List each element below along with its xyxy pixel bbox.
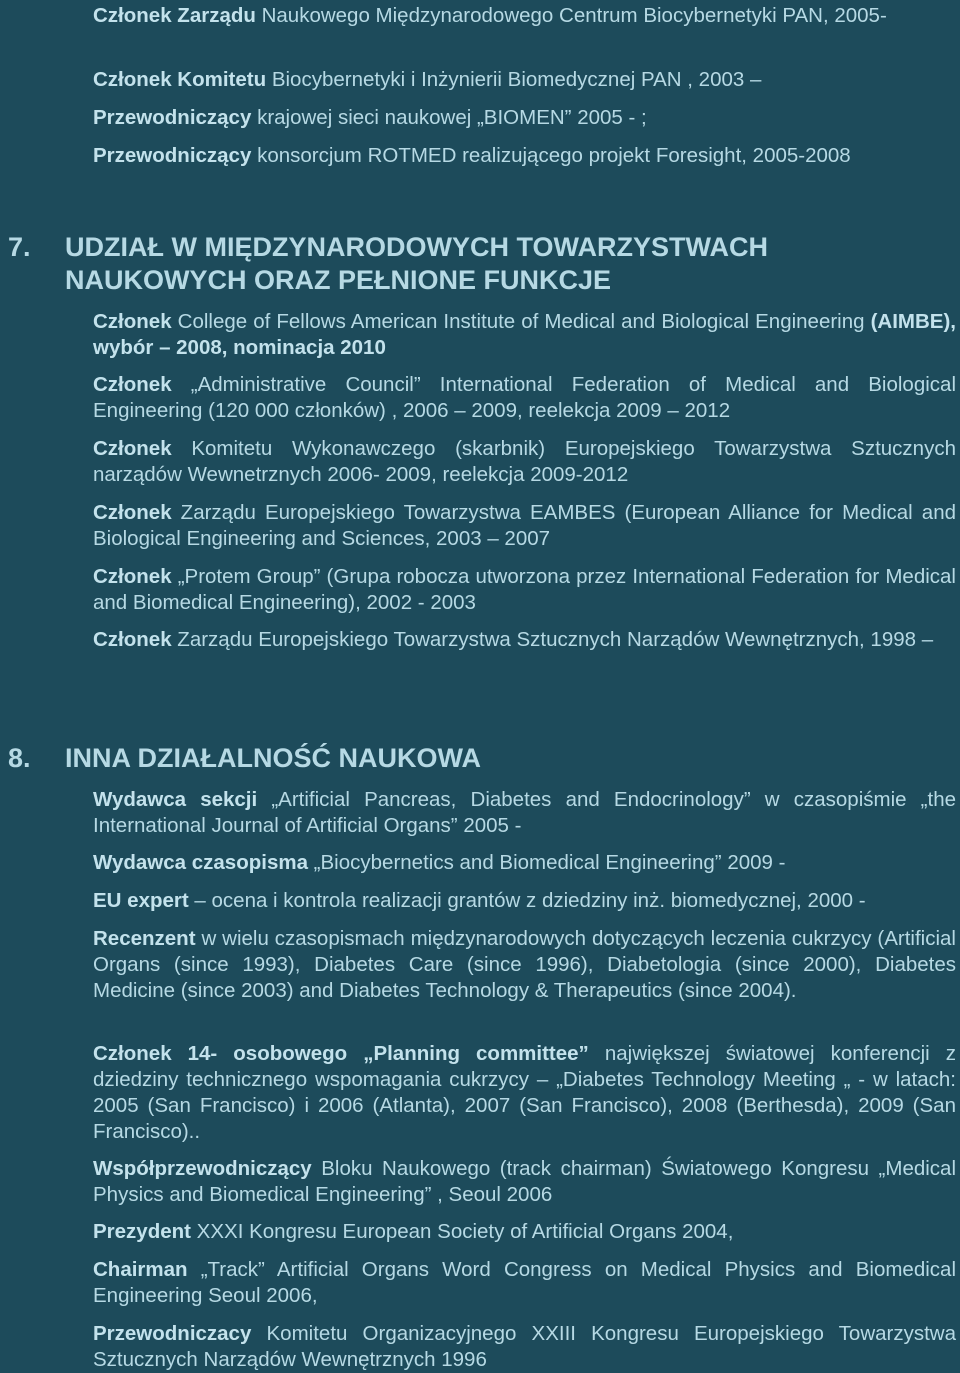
entry-text: „Track” Artificial Organs Word Congress on Medical Physics and Biomedical Engineering Seoul 2006, [93, 1258, 956, 1307]
entry-role: Przewodniczący [93, 106, 252, 129]
section-8-heading [8, 742, 948, 775]
section-8-entry-4 [93, 926, 956, 1004]
entry-role: Członek Komitetu [93, 68, 267, 91]
section-7-entry-4 [93, 500, 956, 552]
section-number: 8. [8, 743, 31, 773]
entry-text: Biocybernetyki i Inżynierii Biomedycznej PAN , 2003 – [266, 68, 762, 91]
entry-text: Komitetu Wykonawczego (skarbnik) Europejskiego Towarzystwa Sztucznych narządów Wewnetrznych 2006- 2009, reelekcja 2009-2012 [93, 437, 956, 486]
section-number: 7. [8, 232, 31, 262]
entry-text: konsorcjum ROTMED realizującego projekt Foresight, 2005-2008 [251, 144, 851, 167]
section-7-entry-3 [93, 436, 956, 488]
entry-role: Przewodniczący [93, 144, 252, 167]
section-8-entry-8 [93, 1257, 956, 1309]
entry-role: Recenzent [93, 927, 196, 950]
section-7-entry-5 [93, 564, 956, 616]
entry-role: Wydawca sekcji [93, 788, 258, 811]
section-title: UDZIAŁ W MIĘDZYNARODOWYCH TOWARZYSTWACH NAUKOWYCH ORAZ PEŁNIONE FUNKCJE [65, 232, 768, 295]
entry-role-detail: (AIMBE), wybór – 2008, nominacja 2010 [93, 310, 956, 359]
entry-role: Członek Zarządu [93, 4, 256, 27]
entry-text: XXXI Kongresu European Society of Artificial Organs 2004, [190, 1220, 734, 1243]
section-title: INNA DZIAŁALNOŚĆ NAUKOWA [65, 743, 481, 773]
entry-text: College of Fellows American Institute of Medical and Biological Engineering [171, 310, 871, 333]
section-8-entry-6 [93, 1156, 956, 1208]
section-8-entry-2 [93, 850, 956, 876]
section-8-entry-3 [93, 888, 956, 914]
section-7-entry-1 [93, 309, 956, 361]
entry-role: Członek [93, 437, 172, 460]
entry-text: Naukowego Międzynarodowego Centrum Biocybernetyki PAN, 2005- [255, 4, 887, 27]
entry-text: w wielu czasopismach międzynarodowych dotyczących leczenia cukrzycy (Artificial Organs (since 1993), Diabetes Care (since 1996), Diabetologia (since 2000), Diabetes Medicine (since 2003) and Diabetes Technology & Therapeutics (since 2004). [93, 927, 956, 1002]
section-8-entry-7 [93, 1219, 956, 1245]
entry-role: Członek 14- osobowego „Planning committee” [93, 1042, 589, 1065]
entry-role: Wydawca czasopisma [93, 851, 308, 874]
entry-role: EU expert [93, 889, 189, 912]
section-8-entry-5 [93, 1041, 956, 1145]
entry-role: Członek [93, 501, 172, 524]
entry-text: „Artificial Pancreas, Diabetes and Endocrinology” w czasopiśmie „the International Journal of Artificial Organs” 2005 - [93, 788, 956, 837]
section-8-entry-9 [93, 1321, 956, 1373]
entry-role: Prezydent [93, 1220, 191, 1243]
entry-text: Bloku Naukowego (track chairman) Światowego Kongresu „Medical Physics and Biomedical Engineering” , Seoul 2006 [93, 1157, 956, 1206]
entry-text: Zarządu Europejskiego Towarzystwa Sztucznych Narządów Wewnętrznych, 1998 – [171, 628, 934, 651]
entry-role: Członek [93, 565, 172, 588]
entry-text: „Protem Group” (Grupa robocza utworzona przez International Federation for Medical and Biomedical Engineering), 2002 - 2003 [93, 565, 956, 614]
entry-text: krajowej sieci naukowej „BIOMEN” 2005 - ; [251, 106, 647, 129]
entry-text: „Biocybernetics and Biomedical Engineering” 2009 - [307, 851, 786, 874]
intro-entry-3 [93, 105, 956, 131]
entry-text: – ocena i kontrola realizacji grantów z dziedziny inż. biomedycznej, 2000 - [188, 889, 866, 912]
intro-entry-2 [93, 67, 956, 93]
intro-entry-4 [93, 143, 956, 169]
entry-role: Członek [93, 373, 172, 396]
section-7-entry-6 [93, 627, 956, 653]
entry-role: Współprzewodniczący [93, 1157, 312, 1180]
section-7-heading [8, 231, 948, 297]
entry-text: Komitetu Organizacyjnego XXIII Kongresu Europejskiego Towarzystwa Sztucznych Narządów Wewnętrznych 1996 [93, 1322, 956, 1371]
entry-role: Członek [93, 310, 172, 333]
entry-role: Chairman [93, 1258, 188, 1281]
entry-role: Przewodniczacy [93, 1322, 252, 1345]
entry-text: Zarządu Europejskiego Towarzystwa EAMBES (European Alliance for Medical and Biological Engineering and Sciences, 2003 – 2007 [93, 501, 956, 550]
entry-text: największej światowej konferencji z dziedziny technicznego wspomagania cukrzycy – „Diabetes Technology Meeting „ - w latach: 2005 (San Francisco) i 2006 (Atlanta), 2007 (San Francisco), 2008 (Berthesda), 2009 (San Francisco).. [93, 1042, 956, 1143]
section-8-entry-1 [93, 787, 956, 839]
entry-text: „Administrative Council” International Federation of Medical and Biological Engineering (120 000 członków) , 2006 – 2009, reelekcja 2009 – 2012 [93, 373, 956, 422]
entry-role: Członek [93, 628, 172, 651]
section-7-entry-2 [93, 372, 956, 424]
intro-entry-1 [93, 3, 956, 29]
